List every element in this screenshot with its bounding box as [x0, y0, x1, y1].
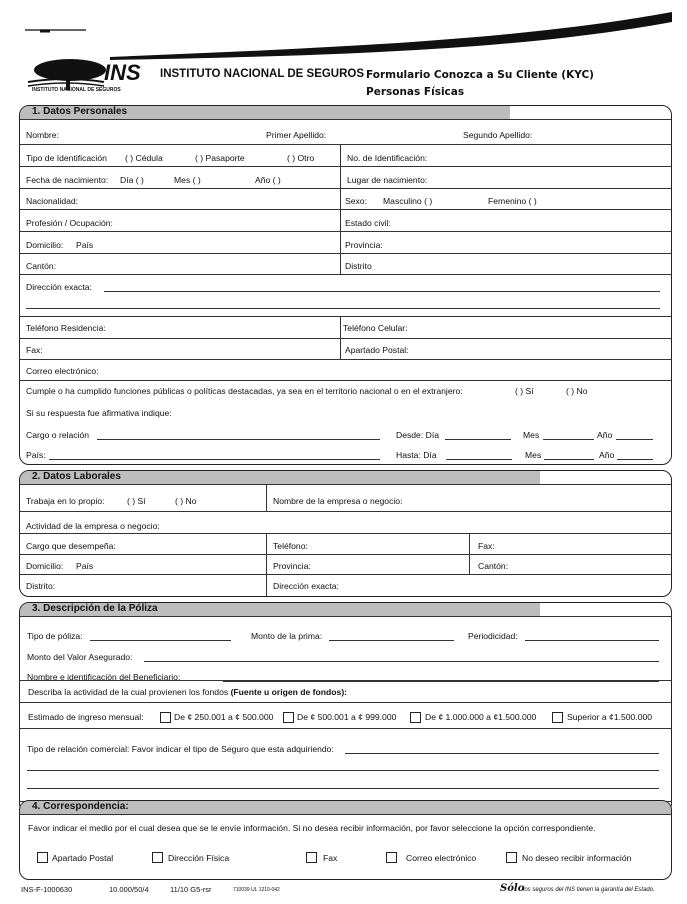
ingreso-opt4-checkbox[interactable]: [552, 712, 563, 723]
hasta-mes-label: Mes: [525, 450, 542, 460]
pasaporte-option[interactable]: ( ) Pasaporte: [195, 153, 245, 163]
correspondencia-instructions: Favor indicar el medio por el cual desea que se le envíe información. Si no desea recibir información, por favor seleccione la opción correspondiente.: [28, 823, 596, 833]
no-id-label: No. de Identificación:: [347, 153, 428, 163]
nombre-empresa-label: Nombre de la empresa o negocio:: [273, 496, 403, 506]
distrito-laboral-label: Distrito:: [26, 581, 56, 591]
section-1-header: [20, 106, 510, 119]
tipo-poliza-label: Tipo de póliza:: [27, 631, 83, 641]
canton-label: Cantón:: [26, 261, 57, 271]
telefono-label: Teléfono:: [273, 541, 308, 551]
tiraje: 10.000/50/4: [109, 885, 149, 894]
form-code: INS-F-1000630: [21, 885, 73, 894]
lugar-nacimiento-label: Lugar de nacimiento:: [347, 175, 428, 185]
form-subtitle: Personas Físicas: [366, 86, 465, 98]
section-3-header: [20, 603, 540, 616]
ingreso-opt1-label: De ¢ 250.001 a ¢ 500.000: [174, 712, 274, 722]
domicilio-laboral-label: Domicilio:: [26, 561, 64, 571]
section-correspondencia: [19, 800, 672, 880]
fax-option: Fax: [323, 853, 338, 863]
fax-checkbox[interactable]: [306, 852, 317, 863]
section-datos-laborales: [19, 470, 672, 597]
correo-label: Correo electrónico:: [26, 366, 99, 376]
direccion-laboral-label: Dirección exacta:: [273, 581, 339, 591]
estado-civil-label: Estado civil:: [345, 218, 391, 228]
print-numbers: 710039 UL 1210-042: [233, 887, 280, 893]
primer-apellido-label: Primer Apellido:: [266, 130, 327, 140]
section-descripcion-poliza: [19, 602, 672, 814]
relacion-comercial-label: Tipo de relación comercial: Favor indicar el tipo de Seguro que esta adquiriendo:: [27, 744, 334, 754]
actividad-empresa-label: Actividad de la empresa o negocio:: [26, 521, 160, 531]
ingreso-opt3-checkbox[interactable]: [410, 712, 421, 723]
fax-label: Fax:: [26, 345, 43, 355]
ingreso-opt2-checkbox[interactable]: [283, 712, 294, 723]
slogan-text: los seguros del INS tienen la garantía del Estado.: [523, 887, 655, 893]
periodicidad-label: Periodicidad:: [468, 631, 518, 641]
nacionalidad-label: Nacionalidad:: [26, 196, 79, 206]
monto-asegurado-label: Monto del Valor Asegurado:: [27, 652, 133, 662]
provincia-label: Provincia:: [345, 240, 383, 250]
estimado-ingreso-label: Estimado de ingreso mensual:: [28, 712, 144, 722]
correo-electronico-checkbox[interactable]: [386, 852, 397, 863]
monto-prima-label: Monto de la prima:: [251, 631, 323, 641]
logo-subtext: INSTITUTO NACIONAL DE SEGUROS: [32, 87, 121, 93]
fecha-nacimiento-label: Fecha de nacimiento:: [26, 175, 109, 185]
masculino-option[interactable]: Masculino ( ): [383, 196, 433, 206]
actividad-fondos-label: Describa la actividad de la cual provienen los fondos (Fuente u origen de fondos):: [28, 687, 348, 697]
header-swoosh: [0, 0, 687, 60]
sexo-label: Sexo:: [345, 196, 367, 206]
pais-laboral-label: País: [76, 561, 94, 571]
direccion-label: Dirección exacta:: [26, 282, 92, 292]
anio-field[interactable]: Año ( ): [255, 175, 281, 185]
apartado-postal-checkbox[interactable]: [37, 852, 48, 863]
logo-text: INS: [104, 60, 141, 85]
section-3-title: 3. Descripción de la Póliza: [32, 603, 158, 614]
beneficiario-label: Nombre e identificación del Beneficiario:: [27, 672, 181, 682]
pais-cargo-label: País:: [26, 450, 46, 460]
cedula-option[interactable]: ( ) Cédula: [125, 153, 163, 163]
tel-residencia-label: Teléfono Residencia:: [26, 323, 106, 333]
institution-name: INSTITUTO NACIONAL DE SEGUROS: [160, 68, 365, 80]
mes-field[interactable]: Mes ( ): [174, 175, 201, 185]
section-datos-personales: [19, 105, 672, 465]
desde-anio-label: Año: [597, 430, 613, 440]
apartado-postal-option: Apartado Postal: [52, 853, 114, 863]
trabaja-no-option[interactable]: ( ) No: [175, 496, 197, 506]
ingreso-opt4-label: Superior a ¢1.500.000: [567, 712, 653, 722]
trabaja-si-option[interactable]: ( ) Sí: [127, 496, 146, 506]
cargo-relacion-label: Cargo o relación: [26, 430, 90, 440]
no-deseo-checkbox[interactable]: [506, 852, 517, 863]
distrito-label: Distrito: [345, 261, 372, 271]
apartado-postal-label: Apartado Postal:: [345, 345, 409, 355]
desde-mes-label: Mes: [523, 430, 540, 440]
pep-question: Cumple o ha cumplido funciones públicas o políticas destacadas, ya sea en el territorio nacional o en el extranjero:: [26, 386, 463, 396]
segundo-apellido-label: Segundo Apellido:: [463, 130, 533, 140]
nombre-label: Nombre:: [26, 130, 59, 140]
correo-electronico-option: Correo electrónico: [406, 853, 477, 863]
dia-field[interactable]: Día ( ): [120, 175, 144, 185]
otro-option[interactable]: ( ) Otro: [287, 153, 315, 163]
pais-label: País: [76, 240, 94, 250]
pep-si-option[interactable]: ( ) Sí: [515, 386, 534, 396]
solo-slogan: Sólo: [500, 883, 525, 894]
afirmativa-label: Si su respuesta fue afirmativa indique:: [26, 408, 172, 418]
tipo-id-label: Tipo de Identificación: [26, 153, 107, 163]
direccion-fisica-checkbox[interactable]: [152, 852, 163, 863]
desde-label: Desde: Día: [396, 430, 439, 440]
ins-logo: [26, 56, 151, 96]
hasta-anio-label: Año: [599, 450, 615, 460]
provincia-laboral-label: Provincia:: [273, 561, 311, 571]
profesion-label: Profesión / Ocupación:: [26, 218, 113, 228]
section-2-title: 2. Datos Laborales: [32, 471, 121, 482]
form-title: Formulario Conozca a Su Cliente (KYC): [366, 69, 594, 81]
print-date: 11/10 G5-rsr: [170, 885, 212, 894]
direccion-fisica-option: Dirección Física: [168, 853, 230, 863]
femenino-option[interactable]: Femenino ( ): [488, 196, 537, 206]
section-2-header: [20, 471, 540, 484]
cargo-desempena-label: Cargo que desempeña:: [26, 541, 116, 551]
section-4-header: [20, 801, 671, 814]
fax-laboral-label: Fax:: [478, 541, 495, 551]
no-deseo-option: No deseo recibir información: [522, 853, 632, 863]
tel-celular-label: Teléfono Celular:: [343, 323, 408, 333]
pep-no-option[interactable]: ( ) No: [566, 386, 588, 396]
fuente-fondos-label: (Fuente u origen de fondos):: [230, 687, 348, 697]
trabaja-propio-label: Trabaja en lo propio:: [26, 496, 105, 506]
section-1-title: 1. Datos Personales: [32, 106, 128, 117]
ingreso-opt3-label: De ¢ 1.000.000 a ¢1.500.000: [425, 712, 537, 722]
canton-laboral-label: Cantón:: [478, 561, 509, 571]
ingreso-opt2-label: De ¢ 500.001 a ¢ 999.000: [297, 712, 397, 722]
ingreso-opt1-checkbox[interactable]: [160, 712, 171, 723]
hasta-label: Hasta: Día: [396, 450, 437, 460]
section-4-title: 4. Correspondencia:: [32, 801, 129, 812]
domicilio-label: Domicilio:: [26, 240, 64, 250]
